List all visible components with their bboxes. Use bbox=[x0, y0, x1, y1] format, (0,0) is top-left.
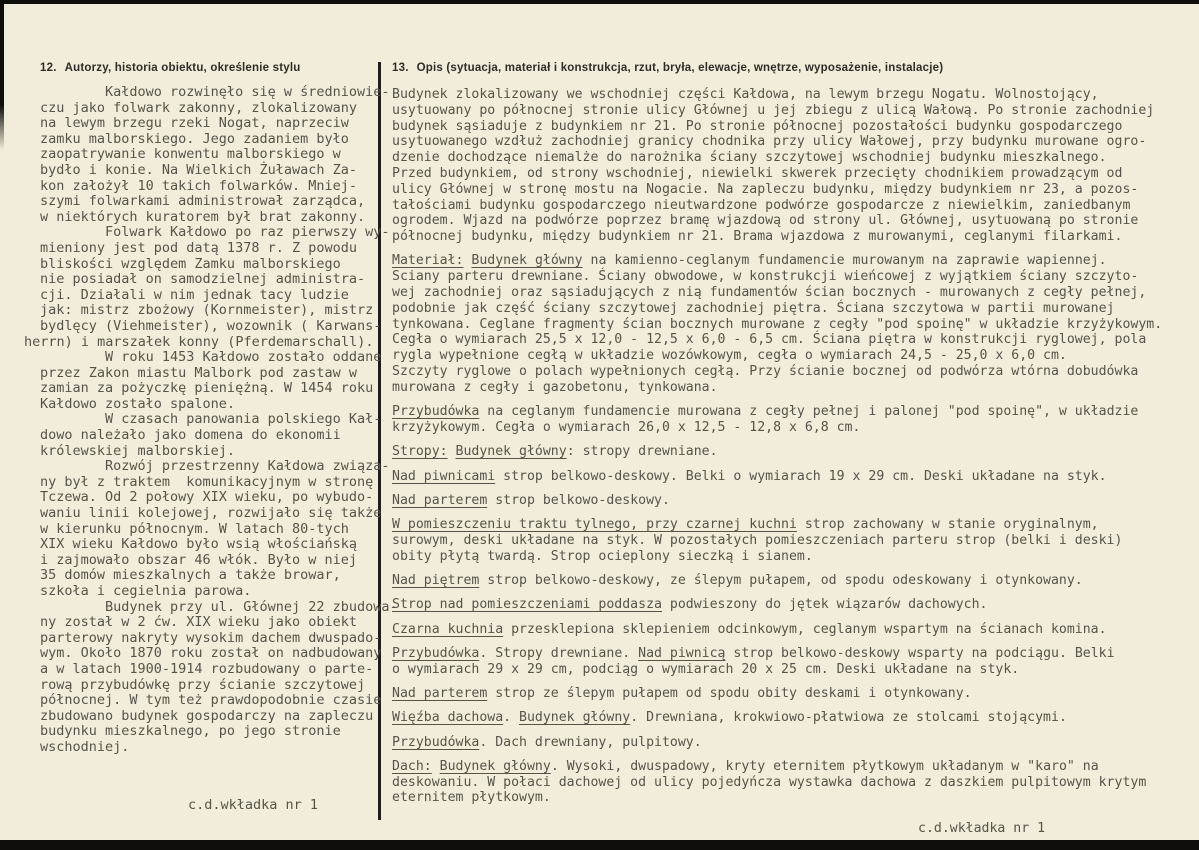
typed-text-segment: obity płytą twardą. Strop ocieplony sieczką i sianem. bbox=[392, 548, 813, 564]
typed-text-segment: strop belkowo-deskowy, ze ślepym pułapem, od spodu odeskowany i otynkowany. bbox=[479, 573, 1083, 589]
typed-line: zbudowano budynek gospodarczy na zapleczu bbox=[40, 707, 374, 724]
typed-text-segment: strop ze ślepym pułapem od spodu obity deskami i otynkowany. bbox=[487, 686, 972, 701]
typed-text-segment: Szczyty ryglowe o polach wypełnionych cegłą. Przy ścianie bocznej od podwórza wtórna dobudówka bbox=[392, 364, 1139, 380]
underlined-heading: Budynek główny bbox=[455, 444, 567, 460]
typed-line bbox=[392, 198, 1174, 214]
typed-text-segment: Cegła o wymiarach 25,5 x 12,0 - 12,5 x 6,0 - 6,5 cm. Ściana piętra w konstrukcji ryglowej, pola bbox=[392, 332, 1147, 348]
underlined-heading: Przybudówka bbox=[392, 404, 480, 420]
section-13-typed-text bbox=[392, 87, 1174, 806]
typed-line: parterowy nakryty wysokim dachem dwuspado- bbox=[40, 629, 382, 646]
typed-line: zamku malborskiego. Jego zadaniem było bbox=[40, 130, 349, 147]
typed-text-segment: . Wysoki, dwuspadowy, kryty eternitem płytkowym układanym w "karo" na bbox=[550, 758, 1099, 774]
typed-line bbox=[392, 444, 1174, 460]
typed-line bbox=[392, 380, 1174, 396]
typed-paragraph bbox=[392, 253, 1174, 395]
typed-line: bliskości względem Zamku malborskiego bbox=[40, 255, 341, 272]
underlined-heading: W pomieszczeniu traktu tylnego, przy czarnej kuchni bbox=[392, 517, 797, 533]
underlined-heading: Przybudówka bbox=[392, 645, 480, 661]
typed-line: Folwark Kałdowo po raz pierwszy wy- bbox=[40, 224, 390, 241]
typed-paragraph bbox=[392, 573, 1174, 589]
typed-text-segment: . Dach drewniany, pulpitowy. bbox=[479, 734, 702, 750]
typed-paragraph bbox=[392, 710, 1174, 726]
typed-paragraph bbox=[392, 517, 1174, 564]
typed-text-segment bbox=[432, 759, 440, 774]
section-12-header bbox=[40, 62, 380, 74]
typed-line: w niektórych kuratorem był brat zakonny. bbox=[40, 208, 366, 225]
typed-line: północnej. W tym też prawdopodobnie czasie bbox=[40, 692, 382, 709]
typed-line: na lewym brzegu rzeki Nogat, naprzeciw bbox=[40, 115, 349, 132]
typed-line bbox=[392, 119, 1174, 135]
typed-line bbox=[392, 229, 1174, 245]
typed-line bbox=[392, 150, 1174, 166]
typed-paragraph bbox=[392, 622, 1174, 638]
typed-text-segment: tynkowana. Ceglane fragmenty ścian bocznych murowane z cegły "pod spoinę" w układzie krzyżykowym. bbox=[392, 316, 1163, 332]
typed-line: rową przybudówkę przy ścianie szczytowej bbox=[40, 676, 366, 693]
typed-line bbox=[392, 364, 1174, 380]
typed-line: budynku mieszkalnego, po jego stronie bbox=[40, 723, 341, 740]
underlined-heading: Budynek główny bbox=[519, 710, 631, 726]
typed-text-segment: . Drewniana, krokwiowo-płatwiowa ze stolcami stojącymi. bbox=[630, 710, 1067, 726]
typed-text-segment: ogrodem. Wjazd na podwórze poprzez bramę wjazdową od strony ul. Głównej, usytuowaną po stronie bbox=[392, 213, 1139, 229]
typed-text-segment: strop belkowo-deskowy. Belki o wymiarach 19 x 29 cm. Deski układane na styk. bbox=[495, 468, 1107, 484]
section-13-header bbox=[392, 62, 1174, 74]
typed-line bbox=[392, 317, 1174, 333]
typed-line: a w latach 1900-1914 rozbudowany o parte- bbox=[40, 660, 374, 677]
typed-line bbox=[392, 622, 1174, 638]
typed-line: Kałdowo rozwinęło się w średniowie- bbox=[40, 84, 390, 100]
section-13-description bbox=[392, 62, 1174, 815]
typed-line bbox=[392, 301, 1174, 317]
section-13-label: Opis (sytuacja, materiał i konstrukcja, rzut, bryła, elewacje, wnętrze, wyposażenie, instalacje) bbox=[416, 62, 944, 74]
scan-left-edge bbox=[0, 0, 4, 150]
typed-line bbox=[392, 710, 1174, 726]
underlined-heading: Nad piwnicami bbox=[392, 468, 496, 484]
typed-line bbox=[392, 332, 1174, 348]
underlined-heading: Budynek główny bbox=[439, 758, 551, 774]
typed-text-segment: usytuowanego wzdłuż zachodniej granicy chodnika przy ulicy Wałowej, przy budynku murowane ogro- bbox=[392, 134, 1147, 150]
typed-line bbox=[392, 735, 1174, 751]
underlined-heading: Stropy: bbox=[392, 444, 448, 460]
typed-paragraph bbox=[392, 469, 1174, 485]
typed-paragraph bbox=[392, 735, 1174, 751]
typed-line: ny był z traktem komunikacyjnym w stronę bbox=[40, 473, 374, 490]
section-12-typed-text bbox=[24, 84, 398, 756]
typed-line: królewskiej malborskiej. bbox=[40, 442, 236, 459]
section-12-authors-history bbox=[24, 62, 398, 756]
typed-text-segment: ulicy Głównej w stronę mostu na Nogacie. Na zapleczu budynku, między budynkiem nr 23, a pozos- bbox=[392, 181, 1139, 197]
typed-line: nie posiadał on samodzielnej administra- bbox=[40, 271, 366, 288]
typed-text-segment bbox=[448, 444, 456, 459]
typed-line bbox=[392, 348, 1174, 364]
typed-text-segment: podwieszony do jętek wiązarów dachowych. bbox=[661, 597, 988, 613]
scan-bottom-edge bbox=[0, 840, 1199, 850]
typed-text-segment: krzyżykowym. Cegła o wymiarach 26,0 x 12,5 - 12,8 x 6,8 cm. bbox=[392, 419, 861, 435]
typed-text-segment: na kamienno-ceglanym fundamencie murowanym na zaprawie wapiennej. bbox=[582, 253, 1107, 269]
typed-paragraph bbox=[392, 493, 1174, 509]
typed-line: waniu linii kolejowej, rozwijało się także bbox=[40, 505, 382, 522]
typed-line bbox=[392, 662, 1174, 678]
underlined-heading: Nad parterem bbox=[392, 686, 488, 701]
typed-text-segment: . Stropy drewniane. bbox=[479, 645, 639, 661]
typed-line: Tczewa. Od 2 połowy XIX wieku, po wybudo- bbox=[40, 489, 374, 506]
typed-line: Rozwój przestrzenny Kałdowa związa- bbox=[40, 458, 390, 475]
typed-paragraph bbox=[392, 686, 1174, 702]
underlined-heading: Budynek główny bbox=[471, 253, 583, 269]
typed-paragraph bbox=[392, 759, 1174, 806]
typed-line bbox=[392, 87, 1174, 103]
typed-text-segment: budynek sąsiaduje z budynkiem nr 21. Po stronie północnej pozostałości budynku gospodarczego bbox=[392, 118, 1123, 134]
typed-text-segment: strop belkowo-deskowy wsparty na podciągu. Belki bbox=[725, 645, 1115, 661]
underlined-heading: Materiał: bbox=[392, 253, 464, 269]
typed-line bbox=[392, 517, 1174, 533]
scan-top-edge bbox=[0, 0, 1199, 4]
section-12-continuation-note: c.d.wkładka nr 1 bbox=[188, 797, 319, 813]
typed-text-segment: . bbox=[503, 710, 520, 726]
typed-line: przez Zakon miastu Malbork pod zastaw w bbox=[40, 364, 357, 381]
typed-line: kon założył 10 takich folwarków. Mniej- bbox=[40, 177, 357, 194]
typed-text-segment: usytuowany po północnej stronie ulicy Głównej u jej zbiegu z ulicą Wałową. Po stronie zachodniej bbox=[392, 102, 1155, 118]
underlined-heading: Nad piwnicą bbox=[638, 645, 726, 661]
typed-line: cji. Działali w nim jednak tacy ludzie bbox=[40, 286, 349, 303]
typed-line: szymi folwarkami administrował zarządca, bbox=[40, 193, 366, 210]
typed-line bbox=[392, 533, 1174, 549]
typed-line: wym. Około 1870 roku został on nadbudowany bbox=[40, 645, 382, 662]
typed-line: wschodniej. bbox=[40, 738, 130, 755]
typed-text-segment: wej zachodniej oraz sąsiadujących z nią fundamentów ścian bocznych - murowanych z cegły pełnej, bbox=[392, 285, 1147, 301]
typed-text-segment: dzenie dochodzące niemalże do narożnika ściany szczytowej wschodniej budynku mieszkalnego. bbox=[392, 150, 1107, 166]
section-12-label: Autorzy, historia obiektu, określenie stylu bbox=[64, 62, 301, 74]
typed-text-segment: eternitem płytkowym. bbox=[392, 790, 551, 806]
typed-line: zaopatrywanie konwentu malborskiego w bbox=[40, 146, 341, 163]
typed-line: bydlęcy (Viehmeister), wozownik ( Karwans- bbox=[40, 317, 382, 334]
typed-line: herrn) i marszałek konny (Pferdemarschall). bbox=[24, 333, 374, 350]
underlined-heading: Przybudówka bbox=[392, 734, 480, 750]
typed-line bbox=[392, 646, 1174, 662]
typed-line: zamian za pożyczkę pieniężną. W 1454 roku bbox=[40, 380, 374, 397]
typed-line: ny został w 2 ćw. XIX wieku jako obiekt bbox=[40, 614, 357, 631]
typed-line bbox=[392, 103, 1174, 119]
typed-text-segment: surowym, deski układane na styk. W pozostałych pomieszczeniach parteru strop (belki i deski) bbox=[392, 532, 1123, 548]
typed-line bbox=[392, 549, 1174, 565]
typed-text-segment: na ceglanym fundamencie murowana z cegły pełnej i palonej "pod spoinę", w układzie bbox=[479, 404, 1139, 420]
typed-paragraph bbox=[392, 444, 1174, 460]
typed-text-segment: przesklepiona sklepieniem odcinkowym, ceglanym wspartym na ścianach komina. bbox=[503, 621, 1107, 637]
typed-line: 35 domów mieszkalnych a także browar, bbox=[40, 567, 341, 584]
typed-line: W roku 1453 Kałdowo zostało oddane bbox=[40, 349, 382, 366]
underlined-heading: Nad parterem bbox=[392, 492, 488, 508]
typed-text-segment: strop zachowany w stanie oryginalnym, bbox=[796, 517, 1099, 533]
typed-line bbox=[392, 269, 1174, 285]
typed-line bbox=[392, 182, 1174, 198]
typed-line bbox=[392, 134, 1174, 150]
typed-line bbox=[392, 790, 1174, 806]
typed-line bbox=[392, 404, 1174, 420]
typed-line: W czasach panowania polskiego Kał- bbox=[40, 411, 382, 428]
typed-line bbox=[392, 253, 1174, 269]
typed-line bbox=[392, 686, 1174, 702]
typed-line bbox=[392, 775, 1174, 791]
typed-line bbox=[392, 420, 1174, 436]
typed-line: mieniony jest pod datą 1378 r. Z powodu bbox=[40, 239, 357, 256]
underlined-heading: Czarna kuchnia bbox=[392, 621, 504, 637]
typed-line: Kałdowo zostało spalone. bbox=[40, 395, 236, 412]
typed-paragraph bbox=[392, 597, 1174, 613]
section-13-number: 13. bbox=[392, 62, 409, 74]
typed-line bbox=[392, 597, 1174, 613]
section-13-continuation-note: c.d.wkładka nr 1 bbox=[918, 821, 1046, 836]
typed-line bbox=[392, 759, 1174, 775]
typed-text-segment: o wymiarach 29 x 29 cm, podciąg o wymiarach 20 x 25 cm. Deski układane na styk. bbox=[392, 661, 1020, 677]
typed-line: dowo należało jako domena do ekonomii bbox=[40, 427, 341, 444]
typed-text-segment: deskowaniu. W połaci dachowej od ulicy pojedyńcza wystawka dachowa z daszkiem pulpitowym krytym bbox=[392, 774, 1147, 790]
underlined-heading: Więźba dachowa bbox=[392, 710, 504, 726]
typed-text-segment: : stropy drewniane. bbox=[566, 444, 718, 460]
typed-line: i zajmowało obszar 46 włók. Było w niej bbox=[40, 551, 357, 568]
typed-text-segment: Przed budynkiem, od strony wschodniej, niewielki skwerek przecięty chodnikiem prowadzącym od bbox=[392, 165, 1123, 181]
section-12-number: 12. bbox=[40, 62, 57, 74]
typed-line: XIX wieku Kałdowo było wsią włościańską bbox=[40, 536, 357, 553]
typed-text-segment: północnej budynku, między budynkiem nr 21. Brama wjazdowa z murowanymi, ceglanymi filarkami. bbox=[392, 229, 1123, 245]
typed-text-segment: murowana z cegły i gazobetonu, tynkowana. bbox=[392, 379, 718, 395]
typed-text-segment: tałościami budynku gospodarczego nieutwardzone podwórze gospodarcze z niewielkim, zaniedbanym bbox=[392, 197, 1131, 213]
typed-line bbox=[392, 573, 1174, 589]
typed-line bbox=[392, 469, 1174, 485]
underlined-heading: Nad piętrem bbox=[392, 573, 480, 589]
typed-text-segment: rygla wypełnione cegłą w układzie wozówkowym, cegła o wymiarach 24,5 - 25,0 x 6,0 cm. bbox=[392, 348, 1067, 364]
typed-line bbox=[392, 213, 1174, 229]
typed-text-segment: Sciany parteru drewniane. Ściany obwodowe, w konstrukcji wieńcowej z wyjątkiem ściany szczyto- bbox=[392, 269, 1139, 285]
typed-line: w kierunku północnym. W latach 80-tych bbox=[40, 520, 349, 537]
typed-line: jak: mistrz zbożowy (Kornmeister), mistrz bbox=[40, 302, 374, 319]
typed-line bbox=[392, 166, 1174, 182]
underlined-heading: Strop nad pomieszczeniami poddasza bbox=[392, 597, 662, 613]
typed-text-segment: Budynek zlokalizowany we wschodniej części Kałdowa, na lewym brzegu Nogatu. Wolnostojący, bbox=[392, 87, 1099, 102]
typed-line: Budynek przy ul. Głównej 22 zbudowa- bbox=[40, 598, 398, 615]
typed-line: bydło i konie. Na Wielkich Żuławach Za- bbox=[40, 161, 357, 178]
typed-paragraph bbox=[392, 646, 1174, 678]
typed-line bbox=[392, 285, 1174, 301]
typed-text-segment: podobnie jak część ściany szczytowej zachodniej piętra. Ściana szczytowa w partii murowanej bbox=[392, 300, 1115, 316]
typed-line: szkoła i cegielnia parowa. bbox=[40, 583, 252, 599]
underlined-heading: Dach: bbox=[392, 758, 432, 774]
typed-paragraph bbox=[392, 87, 1174, 245]
typed-text-segment: strop belkowo-deskowy. bbox=[487, 492, 670, 508]
typed-paragraph bbox=[392, 404, 1174, 436]
typed-line bbox=[392, 493, 1174, 509]
typed-line: czu jako folwark zakonny, zlokalizowany bbox=[40, 99, 357, 116]
